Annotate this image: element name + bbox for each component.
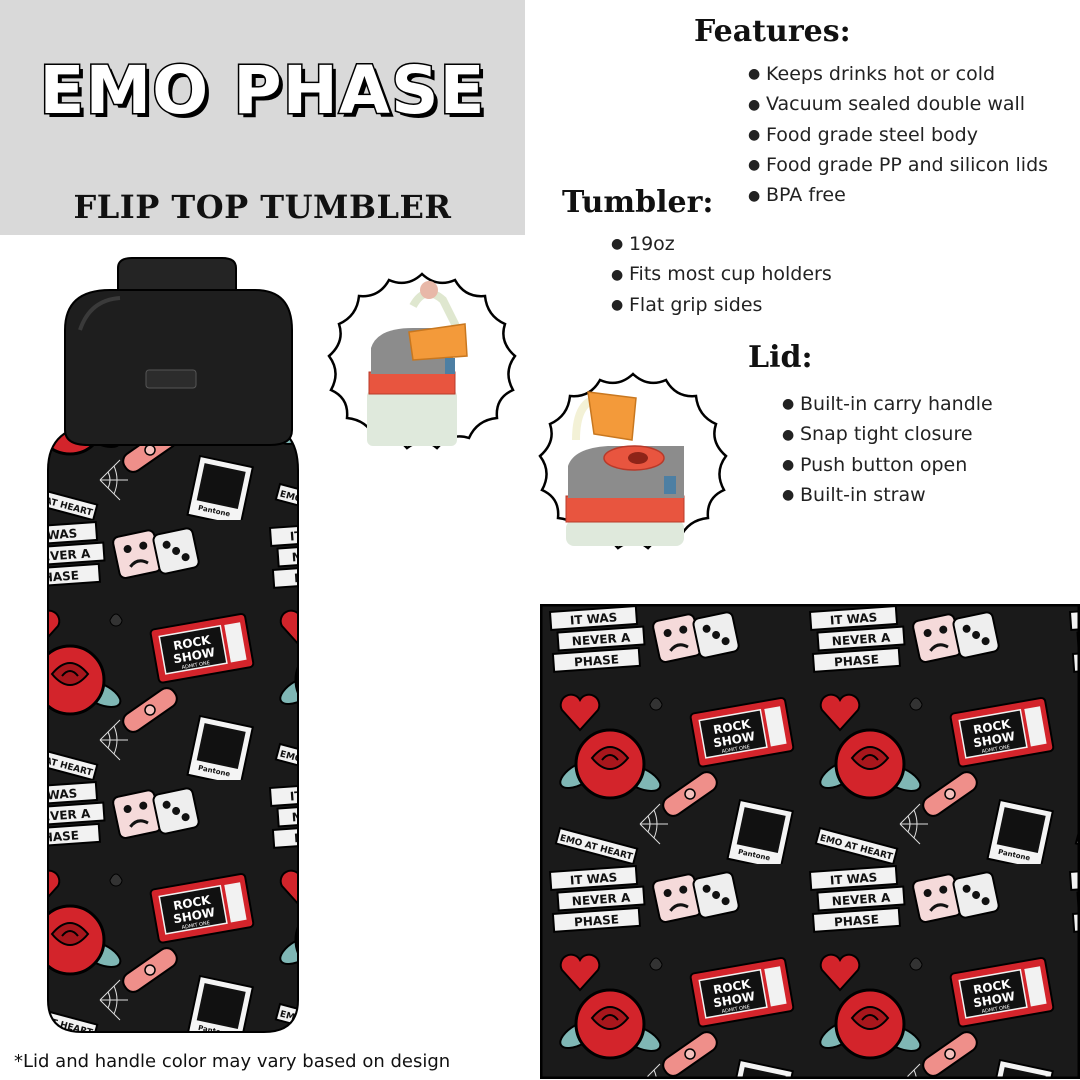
list-item: ● 19oz [611,233,675,255]
list-item: ● Fits most cup holders [611,263,832,286]
list-item: ● Built-in carry handle [782,393,993,415]
tumbler-heading: Tumbler: [562,185,714,220]
list-item: ● Food grade steel body [748,123,978,146]
product-title: EMO PHASE [39,52,486,129]
list-item: ● Snap tight closure [782,423,973,446]
list-item: ● Flat grip sides [611,293,763,316]
lid-heading: Lid: [748,340,813,375]
features-heading: Features: [694,14,851,49]
tumbler-image [0,230,330,1050]
tumbler-list [611,229,832,320]
list-item: ● Vacuum sealed double wall [748,93,1026,116]
lid-closeup-open [528,370,738,580]
list-item: ● BPA free [748,184,846,207]
list-item: ● Push button open [782,453,968,476]
footnote: *Lid and handle color may vary based on design [14,1051,451,1072]
list-item: ● Food grade PP and silicon lids [748,153,1049,176]
list-item: ● Built-in straw [782,483,926,506]
tumbler-lid [65,258,292,445]
pattern-swatch [540,604,1080,1079]
features-list [748,59,1048,210]
lid-list [782,389,993,510]
product-subtitle: FLIP TOP TUMBLER [73,188,452,226]
lid-closeup-closed [317,270,527,480]
list-item: ● Keeps drinks hot or cold [748,63,996,85]
